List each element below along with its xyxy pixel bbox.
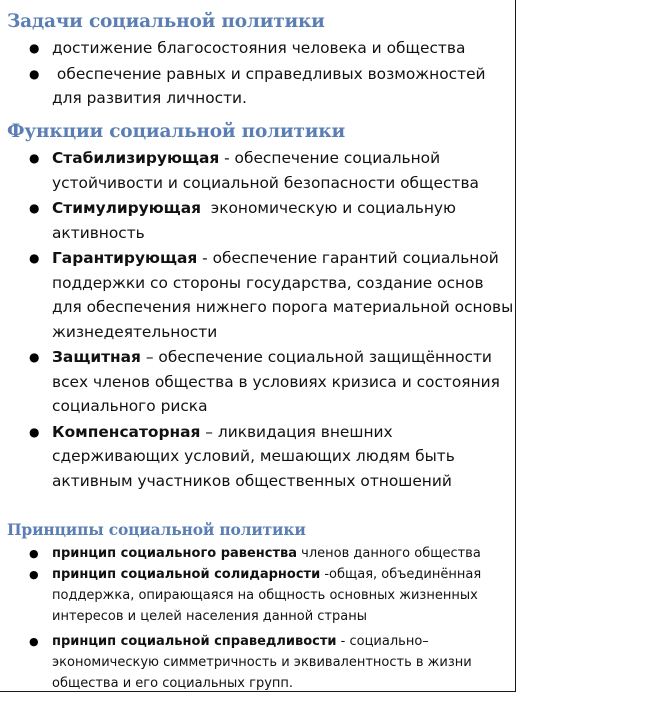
bullet-icon: ● [29, 424, 40, 439]
principle-text: -общая, объединённая поддержка, опирающаяся на общность основных жизненных интересов и целей населения данной страны [52, 567, 486, 624]
functions-heading: Функции социальной политики [7, 121, 345, 142]
list-item [29, 631, 514, 694]
list-item [29, 420, 514, 494]
function-term: Защитная [52, 348, 141, 366]
task-text: обеспечение равных и справедливых возможностей для развития личности. [52, 64, 491, 107]
tasks-list [29, 36, 514, 112]
principle-term: принцип социальной солидарности [52, 567, 321, 582]
principle-term: принцип социального равенства [52, 546, 298, 561]
function-term: Компенсаторная [52, 422, 201, 441]
functions-list [29, 146, 519, 494]
list-item [29, 146, 514, 195]
list-item [29, 564, 514, 627]
tasks-heading: Задачи социальной политики [7, 11, 325, 32]
bullet-icon: ● [29, 66, 40, 81]
function-term: Стимулирующая [52, 199, 201, 217]
bullet-icon: ● [29, 635, 39, 648]
function-text: – обеспечение социальной защищённости всех членов общества в условиях кризиса и состояния социального риска [52, 348, 505, 415]
function-text: - обеспечение социальной устойчивости и социальной безопасности общества [52, 149, 479, 192]
list-item [29, 246, 519, 344]
list-item [29, 36, 514, 61]
bullet-icon: ● [29, 350, 40, 364]
bullet-icon: ● [29, 251, 40, 265]
function-text: – ликвидация внешних сдерживающих условий, мешающих людям быть активным участников общественных отношений [52, 422, 460, 490]
list-item [29, 345, 514, 419]
principle-text: - социально–экономическую симметричность и эквивалентность в жизни общества и его социальных групп. [52, 634, 476, 691]
principles-list [29, 543, 514, 694]
task-text: достижение благосостояния человека и общества [52, 39, 466, 57]
bullet-icon: ● [29, 547, 39, 560]
list-item [29, 543, 514, 564]
bullet-icon: ● [29, 201, 40, 215]
function-term: Гарантирующая [52, 249, 198, 267]
function-term: Стабилизирующая [52, 149, 220, 167]
principles-heading: Принципы социальной политики [7, 520, 306, 539]
bullet-icon: ● [29, 568, 39, 581]
function-text: - обеспечение гарантий социальной поддержки со стороны государства, создание основ для обеспечения нижнего порога материальной основы жизнедеятельности [52, 249, 519, 341]
bullet-icon: ● [29, 151, 40, 165]
list-item [29, 196, 514, 245]
principle-term: принцип социальной справедливости [52, 634, 337, 649]
bullet-icon: ● [29, 41, 40, 55]
principle-text: членов данного общества [297, 546, 481, 561]
function-text: экономическую и социальную активность [52, 199, 461, 242]
list-item [29, 62, 514, 111]
